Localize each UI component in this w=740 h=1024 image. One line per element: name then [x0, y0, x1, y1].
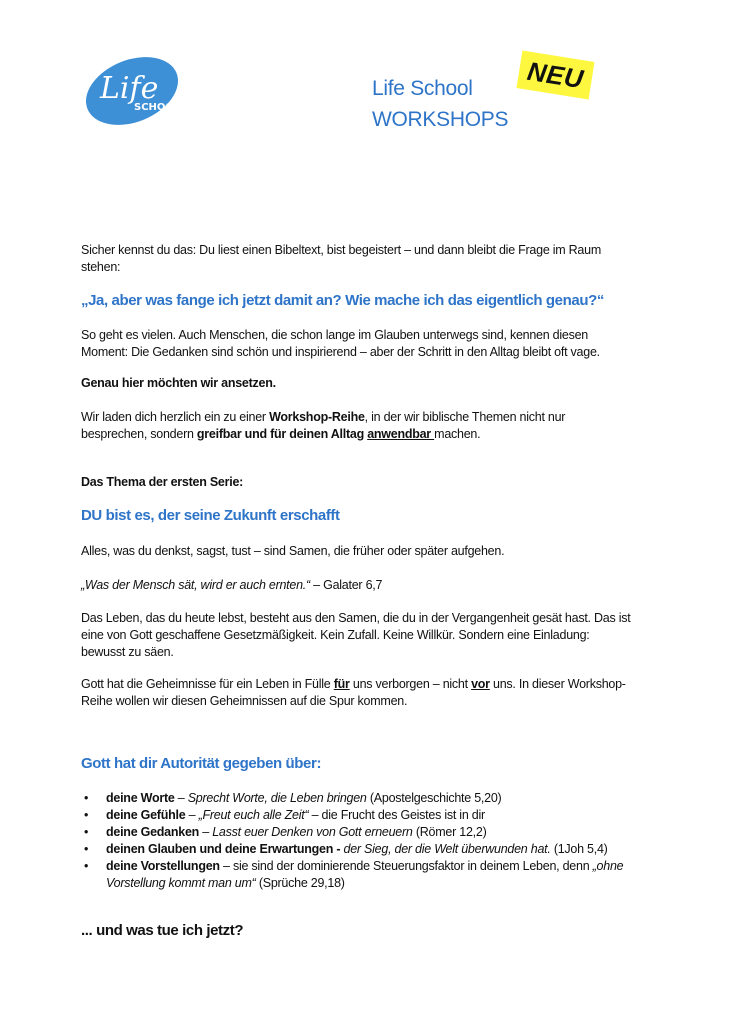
item-bold: deine Worte [106, 791, 175, 805]
intro-line-1: Sicher kennst du das: Du liest einen Bibeltext, bist begeistert – und dann bleibt die Frage im Raum [81, 243, 602, 257]
invite-underlined-anwendbar: anwendbar [367, 427, 435, 441]
life-para-line-3: bewusst zu säen. [81, 645, 174, 659]
item-rest: – die Frucht des Geistes ist in dir [308, 808, 485, 822]
page-title [372, 73, 508, 135]
invite-line-1 [81, 409, 671, 426]
bullet-icon: • [84, 859, 89, 873]
quote-reference: – Galater 6,7 [309, 578, 383, 592]
title-line-2: WORKSHOPS [372, 108, 509, 131]
item-bold: deinen Glauben und deine Erwartungen - [106, 842, 341, 856]
item-italic: „Freut euch alle Zeit“ [198, 808, 309, 822]
list-item [81, 807, 671, 824]
bullet-icon: • [84, 808, 89, 822]
list-item [81, 790, 671, 807]
secrets-text-end: uns. In dieser Workshop- [489, 677, 626, 691]
item-italic: „ohne Vorstellung kommt man um“ [106, 859, 624, 890]
invite-bold-workshop: Workshop-Reihe [269, 410, 365, 424]
secrets-text-mid: uns verborgen – nicht [349, 677, 472, 691]
item-rest: (Römer 12,2) [412, 825, 487, 839]
secrets-underlined-vor: vor [471, 677, 490, 691]
new-badge: NEU [516, 51, 594, 100]
life-para-line-1: Das Leben, das du heute lebst, besteht aus den Samen, die du in der Vergangenheit gesät hast. Das ist [81, 611, 631, 625]
series-label [81, 474, 671, 491]
item-rest: (1Joh 5,4) [550, 842, 608, 856]
item-italic: der Sieg, der die Welt überwunden hat. [343, 842, 551, 856]
bold-statement-text: Genau hier möchten wir ansetzen. [81, 376, 276, 390]
para2-line-2: Moment: Die Gedanken sind schön und inspirierend – aber der Schritt in den Alltag bleibt oft vage. [81, 345, 600, 359]
authority-heading: Gott hat dir Autorität gegeben über: [81, 755, 322, 772]
series-label-text: Das Thema der ersten Serie: [81, 475, 244, 489]
logo-school-text: SCHOOL [134, 102, 181, 113]
bullet-icon: • [84, 825, 89, 839]
bold-statement [81, 375, 671, 392]
invite-text-mid: , in der wir biblische Themen nicht nur [364, 410, 566, 424]
item-sep: – [199, 825, 213, 839]
item-italic: Lasst euer Denken von Gott erneuern [212, 825, 413, 839]
bible-quote [81, 577, 671, 594]
invite-bold-greifbar: greifbar und für deinen Alltag [196, 427, 368, 441]
bullet-icon: • [84, 791, 89, 805]
item-bold: deine Vorstellungen [106, 859, 220, 873]
item-sep: – [185, 808, 199, 822]
invite-line-2 [81, 426, 671, 443]
secrets-line-2: Reihe wollen wir diesen Geheimnissen auf die Spur kommen. [81, 694, 408, 708]
invite-text-2: besprechen, sondern [81, 427, 197, 441]
title-line-1: Life School [372, 77, 473, 100]
authority-list [81, 790, 671, 892]
item-rest: (Apostelgeschichte 5,20) [366, 791, 502, 805]
item-rest: (Sprüche 29,18) [255, 876, 345, 890]
life-school-logo [82, 54, 194, 128]
bullet-icon: • [84, 842, 89, 856]
list-item [81, 858, 671, 892]
item-sep: – [174, 791, 188, 805]
invite-text: Wir laden dich herzlich ein zu einer [81, 410, 270, 424]
secrets-underlined-fuer: für [333, 677, 350, 691]
list-item [81, 824, 671, 841]
series-title: DU bist es, der seine Zukunft erschafft [81, 507, 340, 524]
life-para-line-2: eine von Gott geschaffene Gesetzmäßigkeit. Kein Zufall. Keine Willkür. Sondern eine Einladung: [81, 628, 590, 642]
final-heading: ... und was tue ich jetzt? [81, 922, 244, 939]
question-heading: „Ja, aber was fange ich jetzt damit an? Wie mache ich das eigentlich genau?“ [81, 292, 604, 309]
seeds-text: Alles, was du denkst, sagst, tust – sind Samen, die früher oder später aufgehen. [81, 544, 505, 558]
item-bold: deine Gedanken [106, 825, 200, 839]
logo-graphic [82, 54, 194, 128]
intro-line-2: stehen: [81, 260, 121, 274]
item-bold: deine Gefühle [106, 808, 186, 822]
para2-line-1: So geht es vielen. Auch Menschen, die schon lange im Glauben unterwegs sind, kennen diesen [81, 328, 589, 342]
item-sep: – sie sind der dominierende Steuerungsfaktor in deinem Leben, denn [219, 859, 593, 873]
secrets-text: Gott hat die Geheimnisse für ein Leben in Fülle [81, 677, 334, 691]
list-item [81, 841, 671, 858]
invite-text-end: machen. [434, 427, 481, 441]
secrets-line-1 [81, 676, 671, 693]
item-italic: Sprecht Worte, die Leben bringen [187, 791, 367, 805]
quote-text: „Was der Mensch sät, wird er auch ernten.“ [81, 578, 310, 592]
logo-life-text: Life [100, 71, 159, 106]
